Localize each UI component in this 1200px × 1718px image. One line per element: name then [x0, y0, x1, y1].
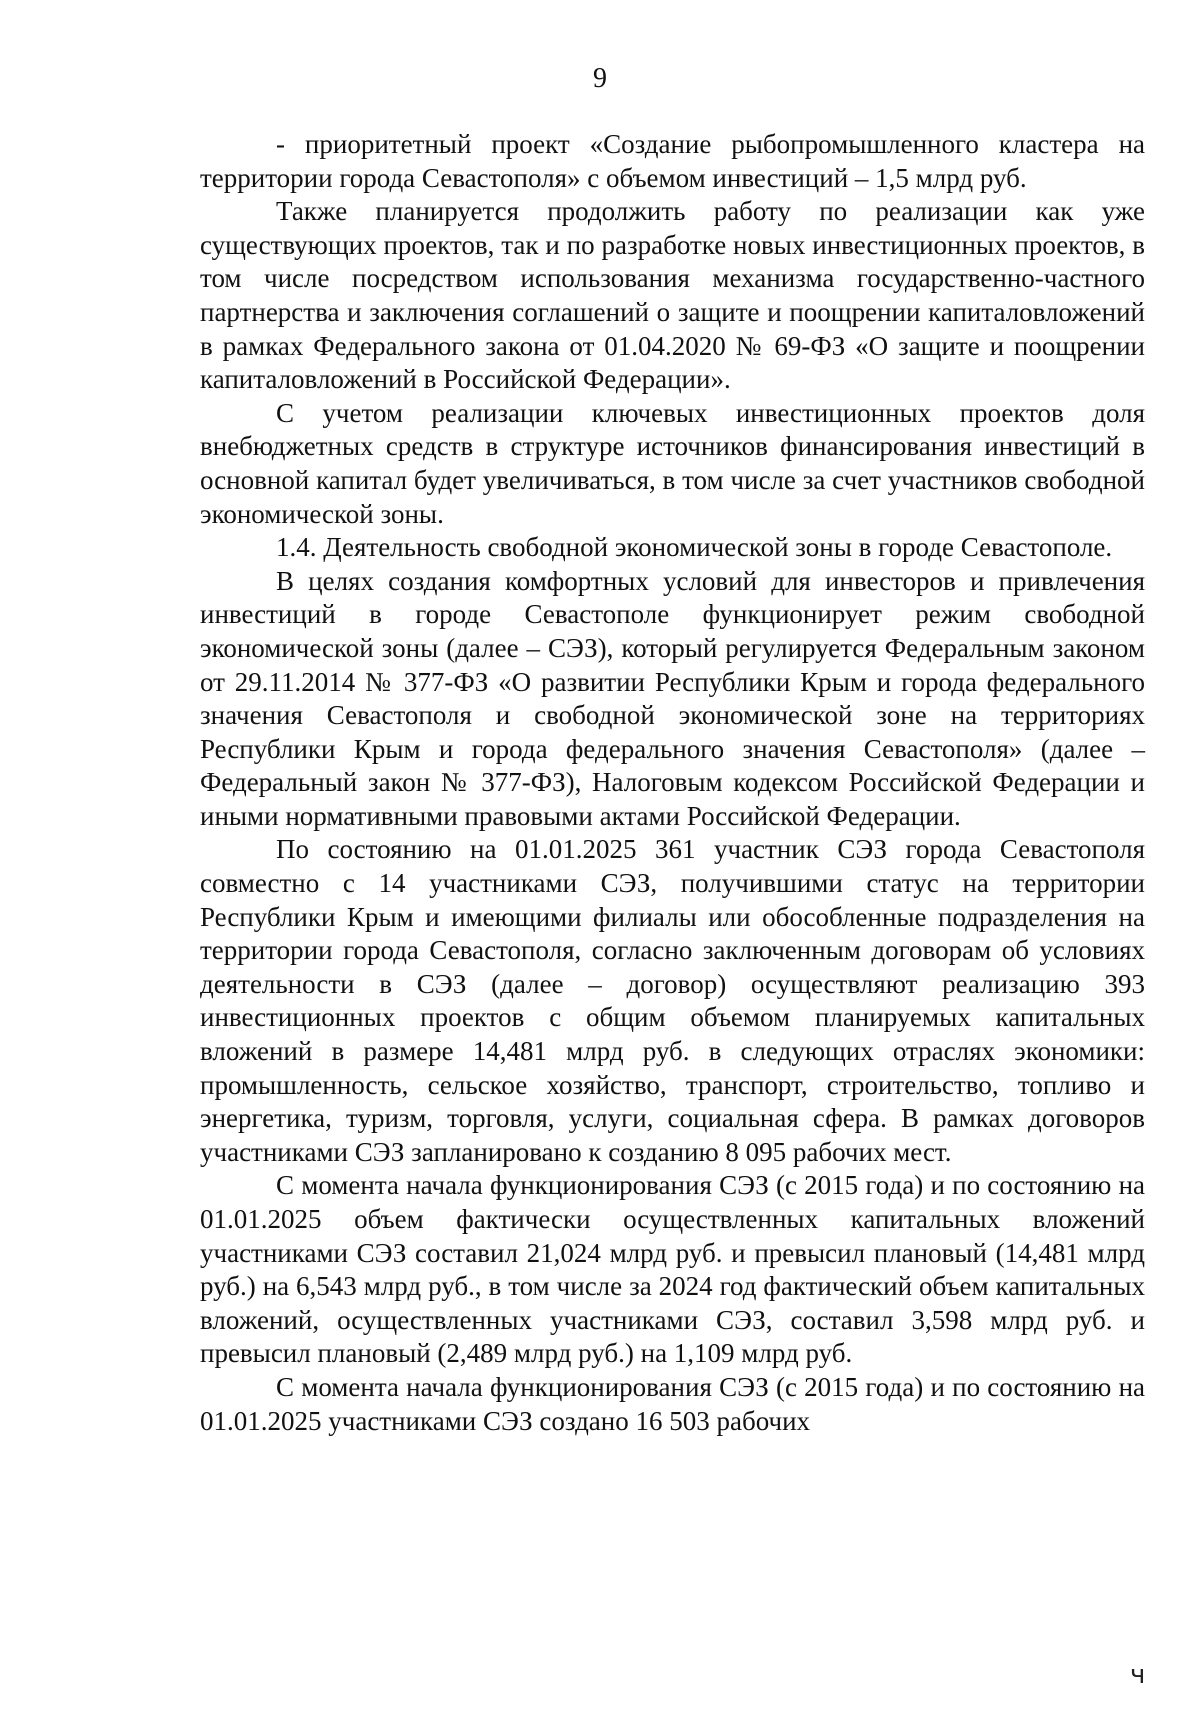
paragraph-extrabudgetary-funds: С учетом реализации ключевых инвестиционных проектов доля внебюджетных средств в структуре источников финансирования инвестиций в основной капитал будет увеличиваться, в том числе за счет участников свободной экономической зоны.: [200, 397, 1145, 529]
paragraph-investment-projects-plan: Также планируется продолжить работу по реализации как уже существующих проектов, так и по разработке новых инвестиционных проектов, в том числе посредством использования механизма государственно-частного партнерства и заключения соглашений о защите и поощрении капиталовложений в рамках Федерального закона от 01.04.2020 № 69-ФЗ «О защите и поощрении капиталовложений в Российской Федерации».: [200, 196, 1145, 395]
handwritten-corner-mark: ч: [1130, 1660, 1146, 1690]
document-body: [200, 128, 1145, 1438]
section-heading-free-economic-zone: 1.4. Деятельность свободной экономической зоны в городе Севастополе.: [276, 532, 1113, 563]
page-number: 9: [593, 63, 607, 94]
paragraph-sez-participants-status: По состоянию на 01.01.2025 361 участник СЭЗ города Севастополя совместно с 14 участниками СЭЗ, получившими статус на территории Республики Крым и имеющими филиалы или обособленные подразделения на территории города Севастополя, согласно заключенным договорам об условиях деятельности в СЭЗ (далее – договор) осуществляют реализацию 393 инвестиционных проектов с общим объемом планируемых капитальных вложений в размере 14,481 млрд руб. в следующих отраслях экономики: промышленность, сельское хозяйство, транспорт, строительство, топливо и энергетика, туризм, торговля, услуги, социальная сфера. В рамках договоров участниками СЭЗ запланировано к созданию 8 095 рабочих мест.: [200, 834, 1145, 1167]
paragraph-sez-regime: В целях создания комфортных условий для инвесторов и привлечения инвестиций в городе Севастополе функционирует режим свободной экономической зоны (далее – СЭЗ), который регулируется Федеральным законом от 29.11.2014 № 377-ФЗ «О развитии Республики Крым и города федерального значения Севастополя и свободной экономической зоне на территориях Республики Крым и города федерального значения Севастополя» (далее – Федеральный закон № 377-ФЗ), Налоговым кодексом Российской Федерации и иными нормативными правовыми актами Российской Федерации.: [200, 565, 1145, 831]
paragraph-sez-capital-investments: С момента начала функционирования СЭЗ (с 2015 года) и по состоянию на 01.01.2025 объем фактически осуществленных капитальных вложений участниками СЭЗ составил 21,024 млрд руб. и превысил плановый (14,481 млрд руб.) на 6,543 млрд руб., в том числе за 2024 год фактический объем капитальных вложений, осуществленных участниками СЭЗ, составил 3,598 млрд руб. и превысил плановый (2,489 млрд руб.) на 1,109 млрд руб.: [200, 1170, 1145, 1369]
paragraph-fishery-cluster-project: - приоритетный проект «Создание рыбопромышленного кластера на территории города Севастополя» с объемом инвестиций – 1,5 млрд руб.: [200, 129, 1145, 193]
paragraph-sez-jobs-created: С момента начала функционирования СЭЗ (с 2015 года) и по состоянию на 01.01.2025 участниками СЭЗ создано 16 503 рабочих: [200, 1371, 1145, 1436]
